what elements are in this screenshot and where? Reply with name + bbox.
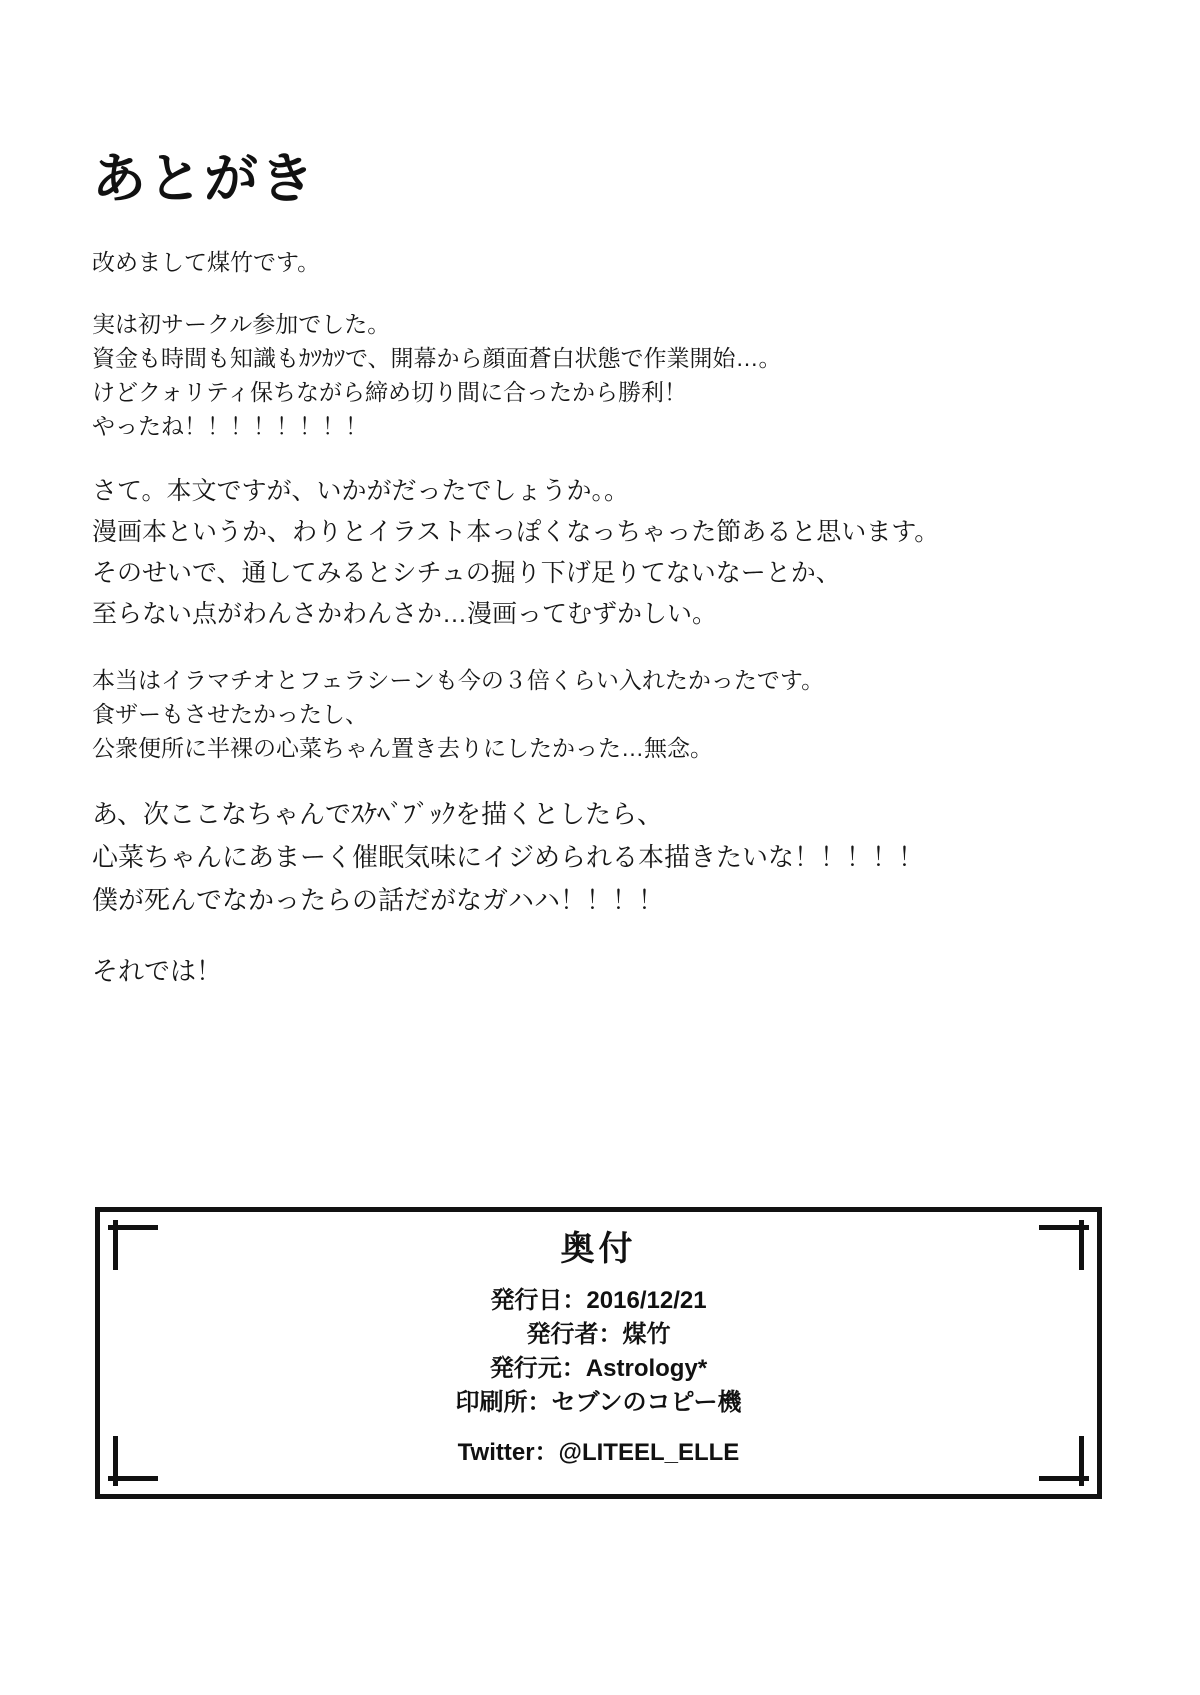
colophon-content	[95, 1207, 1102, 1499]
text-line: 公衆便所に半裸の心菜ちゃん置き去りにしたかった…無念。	[92, 735, 713, 761]
paragraph-about-the-book	[92, 471, 1092, 635]
paragraph-wanted-scenes	[92, 663, 1092, 765]
text-line: 改めまして煤竹です。	[92, 249, 321, 275]
page-title: あとがき	[92, 149, 316, 209]
text-line: 至らない点がわんさかわんさか…漫画ってむずかしい。	[92, 600, 718, 628]
text-line: 漫画本というか、わりとイラスト本っぽくなっちゃった節あると思います。	[92, 518, 940, 546]
paragraph-next-book	[92, 793, 1092, 922]
colophon-printer: 印刷所：セブンのコピー機	[455, 1389, 742, 1416]
colophon-publisher: 発行元：Astrology*	[489, 1355, 708, 1382]
text-line: やったね！！！！！！！！	[92, 413, 368, 439]
paragraph-closing	[92, 950, 1092, 993]
text-line: そのせいで、通してみるとシチュの掘り下げ足りてないなーとか、	[92, 559, 841, 587]
afterword-body	[92, 245, 1092, 1021]
text-line: あ、次ここなちゃんでｽｹﾍﾞﾌﾞｯｸを描くとしたら、	[92, 799, 663, 829]
paragraph-first-circle	[92, 307, 1092, 443]
paragraph-greeting	[92, 245, 1092, 279]
colophon-author: 発行者：煤竹	[526, 1321, 671, 1348]
text-line: 僕が死んでなかったらの話だがなガハハ！！！！	[92, 885, 665, 915]
colophon-title: 奥付	[560, 1230, 637, 1268]
text-line: 実は初サークル参加でした。	[92, 311, 391, 337]
text-line: 食ザーもさせたかったし、	[92, 701, 368, 727]
colophon-publish-date: 発行日：2016/12/21	[490, 1287, 707, 1314]
text-line: 資金も時間も知識もｶﾂｶﾂで、開幕から顔面蒼白状態で作業開始…。	[92, 345, 782, 371]
text-line: けどクォリティ保ちながら締め切り間に合ったから勝利！	[92, 379, 688, 405]
text-line: それでは！	[92, 956, 223, 986]
text-line: さて。本文ですが、いかがだったでしょうか。。	[92, 477, 630, 505]
colophon-box	[95, 1207, 1102, 1499]
text-line: 心菜ちゃんにあまーく催眠気味にイジめられる本描きたいな！！！！！	[92, 842, 925, 872]
colophon-twitter-handle[interactable]: Twitter：@LITEEL_ELLE	[457, 1439, 740, 1466]
text-line: 本当はイラマチオとフェラシーンも今の３倍くらい入れたかったです。	[92, 667, 825, 693]
